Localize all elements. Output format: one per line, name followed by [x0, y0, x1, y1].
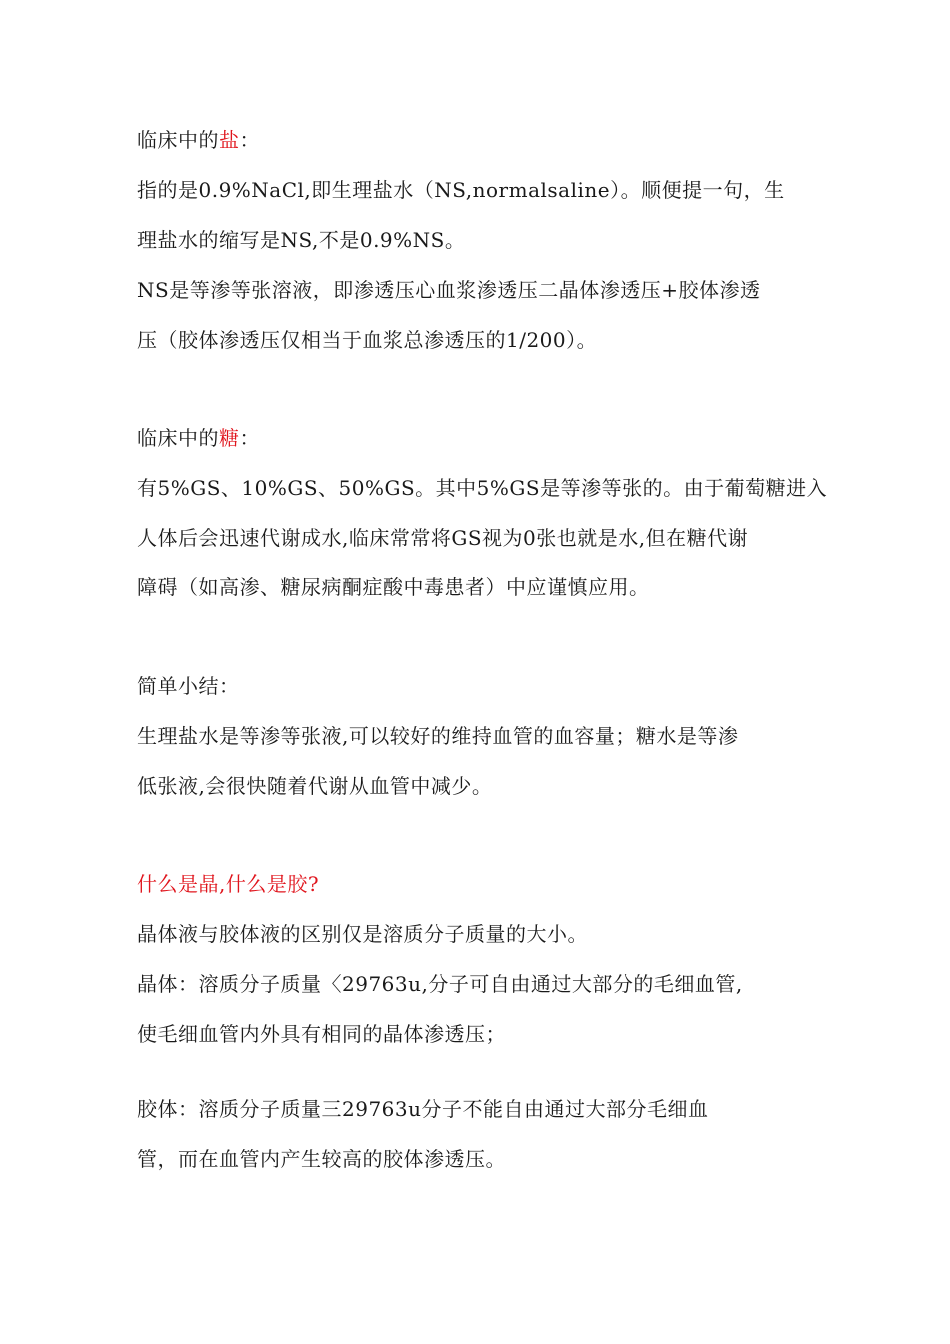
summary-line-1: 生理盐水是等渗等张液,可以较好的维持血管的血容量；糖水是等渗 [137, 724, 739, 748]
colloid-line-1: 胶体：溶质分子质量三29763u分子不能自由通过大部分毛细血 [137, 1097, 709, 1121]
salt-heading-suffix: ： [239, 128, 260, 152]
salt-line-2: 理盐水的缩写是NS,不是0.9%NS。 [137, 228, 466, 252]
salt-line-3: NS是等渗等张溶液，即渗透压心血浆渗透压二晶体渗透压+胶体渗透 [137, 278, 761, 302]
crystal-line-1: 晶体：溶质分子质量〈29763u,分子可自由通过大部分的毛细血管, [137, 972, 743, 996]
sugar-heading-prefix: 临床中的 [137, 426, 219, 450]
salt-line-1: 指的是0.9%NaCl,即生理盐水（NS,normalsaline）。顺便提一句，生 [137, 178, 785, 202]
crystal-line-2: 使毛细血管内外具有相同的晶体渗透压； [137, 1022, 506, 1046]
salt-heading [137, 127, 260, 153]
sugar-line-1: 有5%GS、10%GS、50%GS。其中5%GS是等渗等张的。由于葡萄糖进入 [137, 476, 828, 500]
salt-line-4: 压（胶体渗透压仅相当于血浆总渗透压的1/200）。 [137, 328, 598, 352]
salt-heading-prefix: 临床中的 [137, 128, 219, 152]
summary-heading: 简单小结： [137, 674, 240, 698]
salt-heading-highlight: 盐 [219, 128, 240, 152]
crystal-colloid-line-1: 晶体液与胶体液的区别仅是溶质分子质量的大小。 [137, 922, 588, 946]
sugar-line-2: 人体后会迅速代谢成水,临床常常将GS视为0张也就是水,但在糖代谢 [137, 526, 749, 550]
colloid-line-2: 管，而在血管内产生较高的胶体渗透压。 [137, 1147, 506, 1171]
summary-line-2: 低张液,会很快随着代谢从血管中减少。 [137, 774, 493, 798]
sugar-heading [137, 425, 260, 451]
crystal-colloid-heading: 什么是晶,什么是胶? [137, 872, 320, 896]
sugar-heading-suffix: ： [239, 426, 260, 450]
sugar-line-3: 障碍（如高渗、糖尿病酮症酸中毒患者）中应谨慎应用。 [137, 575, 650, 599]
sugar-heading-highlight: 糖 [219, 426, 240, 450]
